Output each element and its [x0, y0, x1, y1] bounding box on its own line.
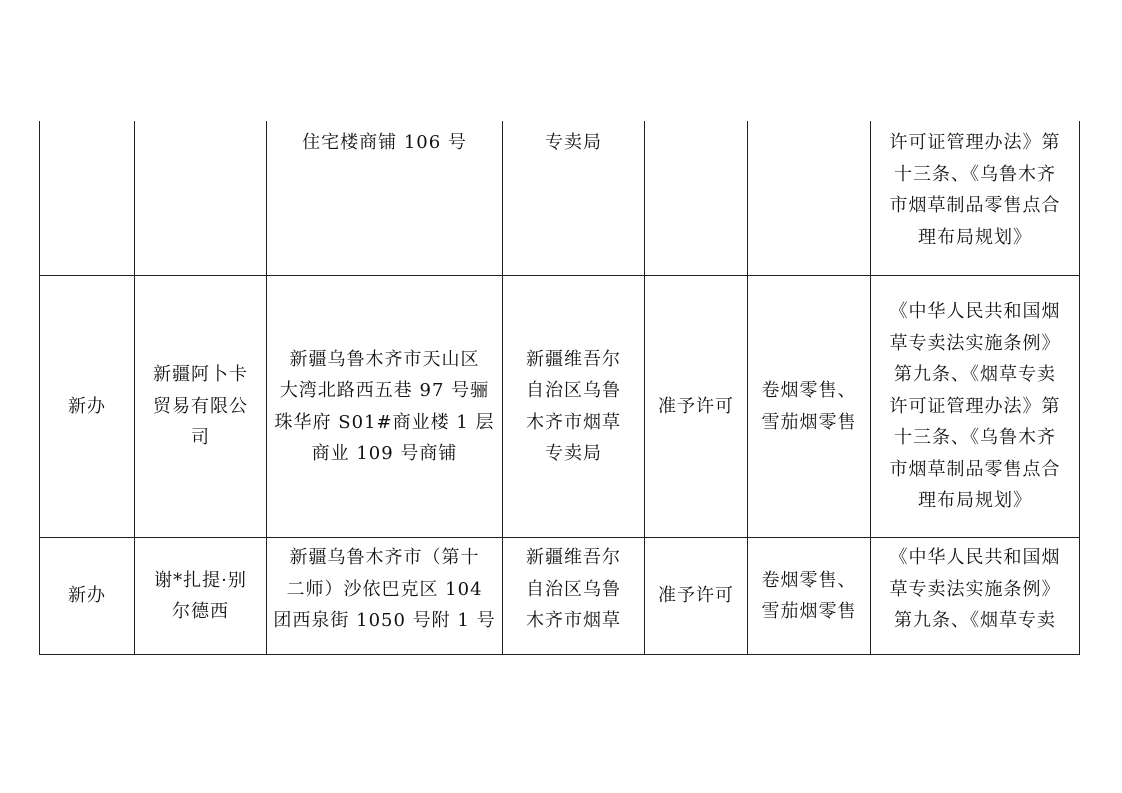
- cell-basis: 《中华人民共和国烟 草专卖法实施条例》 第九条、《烟草专卖 许可证管理办法》第 十三条、《乌鲁木齐 市烟草制品零售点合 理布局规划》: [871, 276, 1080, 538]
- cell-basis: 许可证管理办法》第 十三条、《乌鲁木齐 市烟草制品零售点合 理布局规划》: [871, 121, 1080, 276]
- cell-authority: 专卖局: [503, 121, 645, 276]
- cell-decision: 准予许可: [645, 538, 748, 655]
- table-row: [40, 538, 1080, 655]
- cell-name: 谢*扎提·别 尔德西: [135, 538, 267, 655]
- cell-type: 新办: [40, 276, 135, 538]
- table-row: [40, 276, 1080, 538]
- cell-address: 住宅楼商铺 106 号: [267, 121, 503, 276]
- cell-scope: [748, 121, 871, 276]
- cell-address: 新疆乌鲁木齐市（第十 二师）沙依巴克区 104 团西泉街 1050 号附 1 号: [267, 538, 503, 655]
- cell-address: 新疆乌鲁木齐市天山区 大湾北路西五巷 97 号骊 珠华府 S01#商业楼 1 层 商业 109 号商铺: [267, 276, 503, 538]
- cell-scope: 卷烟零售、 雪茄烟零售: [748, 538, 871, 655]
- cell-scope: 卷烟零售、 雪茄烟零售: [748, 276, 871, 538]
- cell-authority: 新疆维吾尔 自治区乌鲁 木齐市烟草: [503, 538, 645, 655]
- cell-basis: 《中华人民共和国烟 草专卖法实施条例》 第九条、《烟草专卖: [871, 538, 1080, 655]
- cell-decision: [645, 121, 748, 276]
- cell-name: 新疆阿卜卡 贸易有限公 司: [135, 276, 267, 538]
- license-table: [39, 121, 1080, 655]
- table-row: [40, 121, 1080, 276]
- cell-type: [40, 121, 135, 276]
- cell-authority: 新疆维吾尔 自治区乌鲁 木齐市烟草 专卖局: [503, 276, 645, 538]
- cell-decision: 准予许可: [645, 276, 748, 538]
- cell-type: 新办: [40, 538, 135, 655]
- cell-name: [135, 121, 267, 276]
